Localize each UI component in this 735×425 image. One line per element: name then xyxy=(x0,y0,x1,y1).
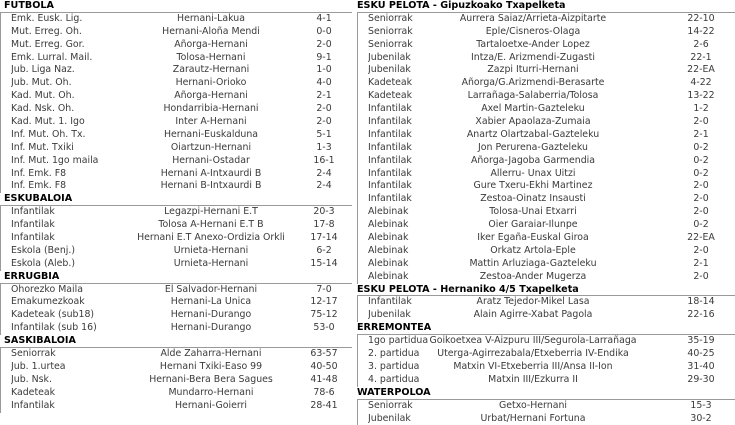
result-row xyxy=(358,116,735,129)
match-score: 22-10 xyxy=(676,13,726,26)
category-label: Infantilak xyxy=(368,168,458,181)
category-label: Alebinak xyxy=(368,219,458,232)
result-row xyxy=(1,77,352,90)
match-teams: Intza/E. Arizmendi-Zugasti xyxy=(418,52,648,65)
result-row xyxy=(358,335,735,348)
result-row xyxy=(1,296,352,309)
match-score: 2-0 xyxy=(676,116,726,129)
result-row xyxy=(1,103,352,116)
match-score: 7-0 xyxy=(301,284,347,297)
match-score: 2-0 xyxy=(301,116,347,129)
match-teams: El Salvador-Hernani xyxy=(121,284,301,297)
match-score: 40-50 xyxy=(301,361,347,374)
category-label: Eskola (Benj.) xyxy=(11,245,119,258)
result-row xyxy=(358,26,735,39)
result-row xyxy=(1,52,352,65)
result-row xyxy=(358,296,735,309)
result-row xyxy=(1,322,352,335)
match-score: 31-40 xyxy=(676,361,726,374)
match-teams: Urnieta-Hernani xyxy=(121,258,301,271)
results-list xyxy=(0,284,352,336)
category-label: Infantilak xyxy=(368,155,458,168)
result-row xyxy=(358,13,735,26)
result-row xyxy=(1,374,352,387)
match-teams: Añorga-Hernani xyxy=(121,39,301,52)
section-esku-pelota-gipuzkoa xyxy=(357,0,735,284)
match-teams: Zestoa-Oinatz Insausti xyxy=(418,193,648,206)
section-title: FUTBOLA xyxy=(0,0,352,13)
match-score: 17-8 xyxy=(301,219,347,232)
category-label: Inf. Emk. F8 xyxy=(11,180,119,193)
result-row xyxy=(358,39,735,52)
category-label: Jubenilak xyxy=(368,413,458,425)
match-teams: Hernani A-Intxaurdi B xyxy=(121,168,301,181)
category-label: Kadeteak (sub18) xyxy=(11,309,119,322)
category-label: Inf. Mut. 1go maila xyxy=(11,155,119,168)
category-label: Kadeteak xyxy=(368,90,458,103)
match-teams: Hernani E.T Anexo-Ordizia Orkli xyxy=(121,232,301,245)
result-row xyxy=(1,400,352,413)
match-teams: Tolosa-Unai Etxarri xyxy=(418,206,648,219)
result-row xyxy=(358,155,735,168)
category-label: Infantilak xyxy=(11,206,119,219)
left-column xyxy=(0,0,352,413)
match-score: 6-2 xyxy=(301,245,347,258)
category-label: Infantilak xyxy=(368,142,458,155)
category-label: Kad. Nsk. Oh. xyxy=(11,103,119,116)
category-label: Seniorrak xyxy=(368,39,458,52)
match-score: 78-6 xyxy=(301,387,347,400)
match-teams: Matxin III/Ezkurra II xyxy=(418,374,648,387)
section-title: ERRUGBIA xyxy=(0,271,352,284)
result-row xyxy=(358,168,735,181)
category-label: Infantilak xyxy=(11,400,119,413)
section-title: ESKU PELOTA - Gipuzkoako Txapelketa xyxy=(357,0,735,13)
section-esku-pelota-hernani xyxy=(357,284,735,323)
result-row xyxy=(1,129,352,142)
category-label: Infantilak xyxy=(368,103,458,116)
match-score: 4-0 xyxy=(301,77,347,90)
result-row xyxy=(358,413,735,425)
match-teams: Oier Garaiar-Ilunpe xyxy=(418,219,648,232)
match-teams: Legazpi-Hernani E.T xyxy=(121,206,301,219)
result-row xyxy=(358,361,735,374)
category-label: Infantilak (sub 16) xyxy=(11,322,119,335)
match-score: 2-1 xyxy=(676,129,726,142)
match-score: 2-0 xyxy=(676,271,726,284)
match-score: 2-1 xyxy=(301,90,347,103)
category-label: Emakumezkoak xyxy=(11,296,119,309)
match-teams: Anartz Olartzabal-Gazteleku xyxy=(418,129,648,142)
category-label: Alebinak xyxy=(368,258,458,271)
match-score: 35-19 xyxy=(676,335,726,348)
match-teams: Tolosa A-Hernani E.T B xyxy=(121,219,301,232)
section-title: ESKU PELOTA - Hernaniko 4/5 Txapelketa xyxy=(357,284,735,297)
match-teams: Urnieta-Hernani xyxy=(121,245,301,258)
match-score: 14-22 xyxy=(676,26,726,39)
match-teams: Orkatz Artola-Eple xyxy=(418,245,648,258)
category-label: Mut. Erreg. Gor. xyxy=(11,39,119,52)
category-label: Jubenilak xyxy=(368,64,458,77)
match-score: 1-0 xyxy=(301,64,347,77)
category-label: Alebinak xyxy=(368,245,458,258)
match-score: 22-16 xyxy=(676,309,726,322)
match-teams: Hernani-La Unica xyxy=(121,296,301,309)
result-row xyxy=(358,258,735,271)
category-label: Infantilak xyxy=(11,232,119,245)
section-errugbia xyxy=(0,271,352,335)
result-row xyxy=(358,180,735,193)
match-teams: Tolosa-Hernani xyxy=(121,52,301,65)
category-label: Inf. Mut. Txiki xyxy=(11,142,119,155)
match-score: 29-30 xyxy=(676,374,726,387)
match-teams: Hernani-Lakua xyxy=(121,13,301,26)
match-teams: Uterga-Agirrezabala/Etxeberria IV-Endika xyxy=(418,348,648,361)
section-title: SASKIBALOIA xyxy=(0,335,352,348)
match-teams: Goikoetxea V-Aizpuru III/Segurola-Larrañaga xyxy=(418,335,648,348)
match-teams: Añorga-Jagoba Garmendia xyxy=(418,155,648,168)
result-row xyxy=(1,232,352,245)
match-score: 40-25 xyxy=(676,348,726,361)
match-teams: Hernani-Orioko xyxy=(121,77,301,90)
category-label: Kadeteak xyxy=(368,77,458,90)
match-teams: Matxin VI-Etxeberria III/Ansa II-Ion xyxy=(418,361,648,374)
category-label: Inf. Emk. F8 xyxy=(11,168,119,181)
match-score: 22-EA xyxy=(676,64,726,77)
category-label: Eskola (Aleb.) xyxy=(11,258,119,271)
match-teams: Tartaloetxe-Ander Lopez xyxy=(418,39,648,52)
match-score: 2-0 xyxy=(301,39,347,52)
match-score: 4-1 xyxy=(301,13,347,26)
results-list xyxy=(357,296,735,322)
result-row xyxy=(358,77,735,90)
match-score: 0-0 xyxy=(301,26,347,39)
category-label: Kadeteak xyxy=(11,387,119,400)
category-label: Seniorrak xyxy=(368,26,458,39)
match-score: 1-2 xyxy=(676,103,726,116)
category-label: 4. partidua xyxy=(368,374,458,387)
category-label: Infantilak xyxy=(11,219,119,232)
match-teams: Alain Agirre-Xabat Pagola xyxy=(418,309,648,322)
category-label: Kad. Mut. 1. Igo xyxy=(11,116,119,129)
result-row xyxy=(358,348,735,361)
match-score: 2-0 xyxy=(676,180,726,193)
category-label: Seniorrak xyxy=(368,400,458,413)
match-score: 20-3 xyxy=(301,206,347,219)
result-row xyxy=(358,271,735,284)
match-score: 2-0 xyxy=(676,245,726,258)
match-teams: Añorga-Hernani xyxy=(121,90,301,103)
match-teams: Alde Zaharra-Hernani xyxy=(121,348,301,361)
result-row xyxy=(358,103,735,116)
result-row xyxy=(1,284,352,297)
result-row xyxy=(1,258,352,271)
category-label: 1go partidua xyxy=(368,335,458,348)
match-score: 0-2 xyxy=(676,168,726,181)
match-score: 2-0 xyxy=(676,193,726,206)
match-teams: Getxo-Hernani xyxy=(418,400,648,413)
match-teams: Zestoa-Ander Mugerza xyxy=(418,271,648,284)
category-label: Jub. 1.urtea xyxy=(11,361,119,374)
result-row xyxy=(358,232,735,245)
result-row xyxy=(358,219,735,232)
match-teams: Mattin Arluziaga-Gazteleku xyxy=(418,258,648,271)
match-score: 0-2 xyxy=(676,155,726,168)
result-row xyxy=(1,168,352,181)
match-score: 41-48 xyxy=(301,374,347,387)
match-score: 4-22 xyxy=(676,77,726,90)
match-teams: Hernani-Aloña Mendi xyxy=(121,26,301,39)
category-label: Infantilak xyxy=(368,116,458,129)
match-score: 9-1 xyxy=(301,52,347,65)
results-list xyxy=(0,206,352,270)
category-label: Alebinak xyxy=(368,232,458,245)
section-title: WATERPOLOA xyxy=(357,387,735,400)
match-score: 2-0 xyxy=(676,206,726,219)
match-score: 12-17 xyxy=(301,296,347,309)
match-teams: Oiartzun-Hernani xyxy=(121,142,301,155)
match-score: 0-2 xyxy=(676,219,726,232)
match-teams: Axel Martin-Gazteleku xyxy=(418,103,648,116)
result-row xyxy=(1,13,352,26)
category-label: Jubenilak xyxy=(368,52,458,65)
results-list xyxy=(357,400,735,425)
result-row xyxy=(1,142,352,155)
category-label: Jub. Mut. Oh. xyxy=(11,77,119,90)
result-row xyxy=(358,309,735,322)
result-row xyxy=(358,142,735,155)
match-teams: Inter A-Hernani xyxy=(121,116,301,129)
result-row xyxy=(1,90,352,103)
results-list xyxy=(0,348,352,412)
match-teams: Añorga/G.Arizmendi-Berasarte xyxy=(418,77,648,90)
match-score: 18-14 xyxy=(676,296,726,309)
match-score: 5-1 xyxy=(301,129,347,142)
result-row xyxy=(1,245,352,258)
match-score: 0-2 xyxy=(676,142,726,155)
match-score: 2-4 xyxy=(301,180,347,193)
category-label: Seniorrak xyxy=(11,348,119,361)
match-teams: Hernani-Goierri xyxy=(121,400,301,413)
category-label: Alebinak xyxy=(368,206,458,219)
match-teams: Jon Perurena-Gazteleku xyxy=(418,142,648,155)
category-label: 3. partidua xyxy=(368,361,458,374)
category-label: Emk. Lurral. Mail. xyxy=(11,52,119,65)
match-score: 22-EA xyxy=(676,232,726,245)
match-score: 16-1 xyxy=(301,155,347,168)
match-teams: Hondarribia-Hernani xyxy=(121,103,301,116)
result-row xyxy=(1,348,352,361)
match-teams: Zazpi Iturri-Hernani xyxy=(418,64,648,77)
match-score: 17-14 xyxy=(301,232,347,245)
match-score: 63-57 xyxy=(301,348,347,361)
match-score: 75-12 xyxy=(301,309,347,322)
category-label: Seniorrak xyxy=(368,13,458,26)
category-label: Jub. Liga Naz. xyxy=(11,64,119,77)
result-row xyxy=(358,400,735,413)
match-score: 15-14 xyxy=(301,258,347,271)
match-score: 53-0 xyxy=(301,322,347,335)
result-row xyxy=(1,180,352,193)
result-row xyxy=(1,219,352,232)
result-row xyxy=(358,90,735,103)
section-waterpoloa xyxy=(357,387,735,425)
match-teams: Hernani B-Intxaurdi B xyxy=(121,180,301,193)
match-score: 2-0 xyxy=(301,103,347,116)
match-score: 28-41 xyxy=(301,400,347,413)
results-list xyxy=(357,13,735,284)
category-label: Jubenilak xyxy=(368,309,458,322)
category-label: Infantilak xyxy=(368,296,458,309)
results-list xyxy=(357,335,735,387)
result-row xyxy=(358,245,735,258)
match-teams: Hernani Txiki-Easo 99 xyxy=(121,361,301,374)
match-teams: Aurrera Saiaz/Arrieta-Aizpitarte xyxy=(418,13,648,26)
category-label: Infantilak xyxy=(368,129,458,142)
result-row xyxy=(1,361,352,374)
category-label: Jub. Nsk. xyxy=(11,374,119,387)
match-teams: Iker Egaña-Euskal Giroa xyxy=(418,232,648,245)
section-title: ESKUBALOIA xyxy=(0,193,352,206)
match-teams: Hernani-Euskalduna xyxy=(121,129,301,142)
match-teams: Gure Txeru-Ekhi Martinez xyxy=(418,180,648,193)
result-row xyxy=(358,64,735,77)
result-row xyxy=(358,52,735,65)
results-list xyxy=(0,13,352,193)
right-column xyxy=(357,0,735,425)
match-teams: Zarautz-Hernani xyxy=(121,64,301,77)
match-score: 2-1 xyxy=(676,258,726,271)
match-score: 13-22 xyxy=(676,90,726,103)
section-futbola xyxy=(0,0,352,193)
match-teams: Larrañaga-Salaberria/Tolosa xyxy=(418,90,648,103)
category-label: Inf. Mut. Oh. Tx. xyxy=(11,129,119,142)
result-row xyxy=(1,309,352,322)
category-label: 2. partidua xyxy=(368,348,458,361)
match-score: 2-4 xyxy=(301,168,347,181)
category-label: Infantilak xyxy=(368,180,458,193)
result-row xyxy=(358,193,735,206)
match-teams: Hernani-Ostadar xyxy=(121,155,301,168)
result-row xyxy=(358,129,735,142)
result-row xyxy=(358,206,735,219)
match-teams: Xabier Apaolaza-Zumaia xyxy=(418,116,648,129)
result-row xyxy=(1,116,352,129)
section-eskubaloia xyxy=(0,193,352,270)
result-row xyxy=(1,206,352,219)
category-label: Mut. Erreg. Oh. xyxy=(11,26,119,39)
result-row xyxy=(1,39,352,52)
match-teams: Mundarro-Hernani xyxy=(121,387,301,400)
result-row xyxy=(1,387,352,400)
match-teams: Aratz Tejedor-Mikel Lasa xyxy=(418,296,648,309)
category-label: Emk. Eusk. Lig. xyxy=(11,13,119,26)
match-teams: Hernani-Durango xyxy=(121,309,301,322)
category-label: Ohorezko Maila xyxy=(11,284,119,297)
category-label: Kad. Mut. Oh. xyxy=(11,90,119,103)
match-teams: Allerru- Unax Uitzi xyxy=(418,168,648,181)
match-teams: Hernani-Bera Bera Sagues xyxy=(121,374,301,387)
match-score: 22-1 xyxy=(676,52,726,65)
match-score: 30-2 xyxy=(676,413,726,425)
category-label: Alebinak xyxy=(368,271,458,284)
match-teams: Hernani-Durango xyxy=(121,322,301,335)
result-row xyxy=(358,374,735,387)
section-title: ERREMONTEA xyxy=(357,322,735,335)
result-row xyxy=(1,26,352,39)
match-score: 15-3 xyxy=(676,400,726,413)
match-teams: Eple/Cisneros-Olaga xyxy=(418,26,648,39)
section-saskibaloia xyxy=(0,335,352,412)
match-score: 2-6 xyxy=(676,39,726,52)
result-row xyxy=(1,64,352,77)
match-teams: Urbat/Hernani Fortuna xyxy=(418,413,648,425)
result-row xyxy=(1,155,352,168)
section-erremontea xyxy=(357,322,735,386)
match-score: 1-3 xyxy=(301,142,347,155)
category-label: Infantilak xyxy=(368,193,458,206)
